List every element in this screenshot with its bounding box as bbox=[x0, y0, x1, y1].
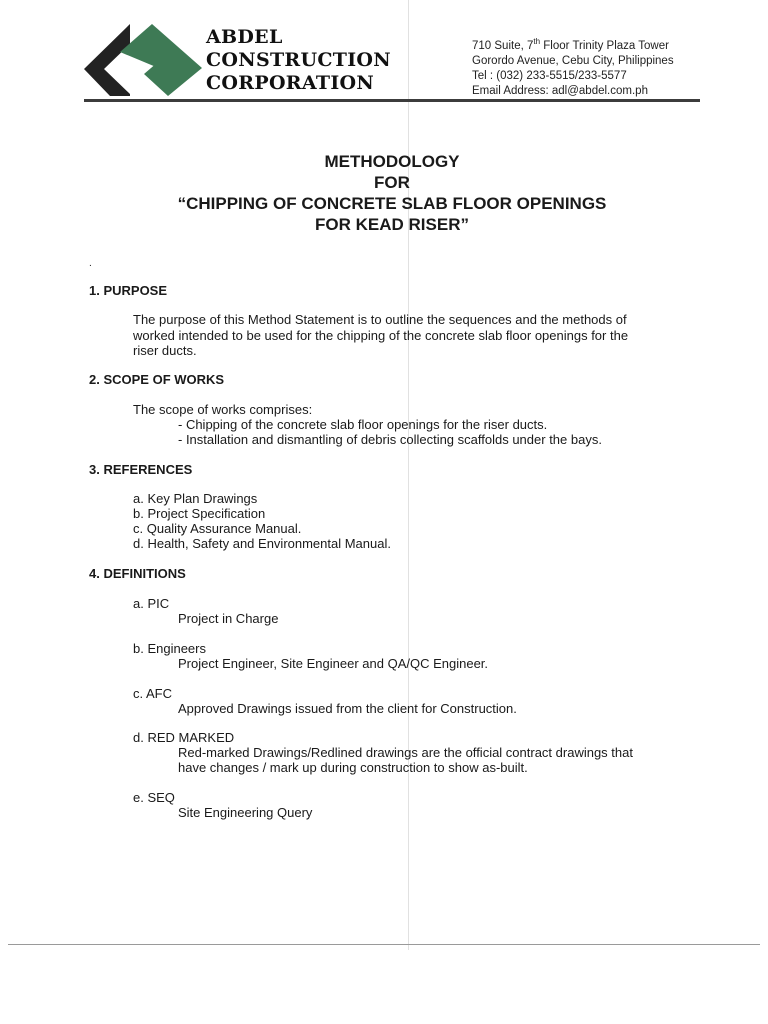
title-line: FOR bbox=[374, 173, 410, 192]
address-superscript: th bbox=[533, 37, 541, 46]
definition-text: Project in Charge bbox=[178, 611, 279, 626]
title-line: METHODOLOGY bbox=[324, 152, 460, 171]
definition-text: Approved Drawings issued from the client for Construction. bbox=[178, 701, 517, 716]
address-text: Floor Trinity Plaza Tower bbox=[540, 39, 669, 52]
reference-item: d. Health, Safety and Environmental Manual. bbox=[133, 536, 391, 551]
paragraph-line: worked intended to be used for the chipping of the concrete slab floor openings for the bbox=[133, 327, 629, 343]
title-line: “CHIPPING OF CONCRETE SLAB FLOOR OPENINGS bbox=[177, 194, 607, 213]
scope-item: - Installation and dismantling of debris collecting scaffolds under the bays. bbox=[178, 432, 602, 447]
document-title bbox=[84, 151, 700, 235]
definition-text: Project Engineer, Site Engineer and QA/QC Engineer. bbox=[178, 656, 489, 671]
definition-text: have changes / mark up during construction to show as-built. bbox=[178, 760, 528, 775]
definition-term: c. AFC bbox=[133, 686, 173, 701]
definition-term: b. Engineers bbox=[133, 641, 206, 656]
address-text: 710 Suite, 7 bbox=[472, 39, 534, 52]
scan-fold-line bbox=[408, 0, 409, 950]
email-address: Email Address: adl@abdel.com.ph bbox=[472, 84, 648, 97]
company-name bbox=[206, 26, 391, 95]
definition-term: d. RED MARKED bbox=[133, 730, 235, 745]
title-line: FOR KEAD RISER” bbox=[315, 215, 469, 234]
company-logo-icon bbox=[84, 24, 204, 98]
definition-text: Red-marked Drawings/Redlined drawings are the official contract drawings that bbox=[178, 745, 633, 760]
section-heading-scope: 2. SCOPE OF WORKS bbox=[89, 372, 225, 387]
definition-term: e. SEQ bbox=[133, 790, 175, 805]
reference-item: a. Key Plan Drawings bbox=[133, 491, 258, 506]
address-line-2: Gorordo Avenue, Cebu City, Philippines bbox=[472, 54, 674, 67]
paragraph-line: riser ducts. bbox=[133, 343, 197, 358]
scope-item: - Chipping of the concrete slab floor openings for the riser ducts. bbox=[178, 417, 548, 432]
address-line-1 bbox=[472, 34, 674, 54]
company-name-line: CONSTRUCTION bbox=[206, 49, 391, 71]
definition-term: a. PIC bbox=[133, 596, 170, 611]
telephone: Tel : (032) 233-5515/233-5577 bbox=[472, 69, 627, 82]
letterhead-rule bbox=[84, 99, 700, 102]
scan-bottom-edge bbox=[8, 944, 760, 945]
section-heading-purpose: 1. PURPOSE bbox=[89, 283, 168, 298]
company-name-line: CORPORATION bbox=[206, 72, 375, 94]
purpose-paragraph bbox=[133, 312, 673, 359]
reference-item: c. Quality Assurance Manual. bbox=[133, 521, 302, 536]
company-name-line: ABDEL bbox=[206, 26, 283, 48]
reference-item: b. Project Specification bbox=[133, 506, 266, 521]
paragraph-line: The purpose of this Method Statement is to outline the sequences and the methods of bbox=[133, 312, 627, 327]
scope-intro: The scope of works comprises: bbox=[133, 402, 313, 417]
definition-text: Site Engineering Query bbox=[178, 805, 313, 820]
contact-block bbox=[472, 34, 674, 99]
section-heading-references: 3. REFERENCES bbox=[89, 462, 193, 477]
stray-mark: . bbox=[89, 258, 92, 269]
section-heading-definitions: 4. DEFINITIONS bbox=[89, 566, 186, 581]
